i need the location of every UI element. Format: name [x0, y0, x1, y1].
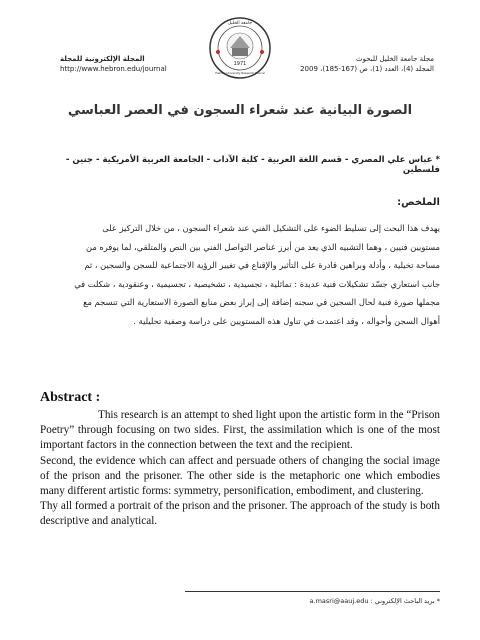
english-abstract-heading: Abstract :: [40, 390, 101, 405]
author-email-link[interactable]: a.masri@aauj.edu: [309, 597, 369, 605]
english-abstract-paragraph: This research is an attempt to shed light upon the artistic form in the “Prison Poetry” through focusing on two sides. First, the assimilation which is one of the most important factors in the connection between the text and the recipient.: [40, 409, 440, 452]
english-abstract-paragraph: Thy all formed a portrait of the prison and the prisoner. The approach of the study is both descriptive and analytical.: [40, 500, 440, 528]
university-seal-logo: [208, 16, 272, 80]
author-affiliation: * عباس علي المصري - قسم اللغة العربية - كلية الآداب - الجامعة العربية الأمريكية - جنين - فلسطين: [65, 155, 440, 175]
arabic-abstract-line: مساحة تخيلية ، وأدلة وبراهين قادرة على التأثير والإقناع في تغيير الرؤية الاجتماعية للسجن والسجين ، ثم: [84, 260, 440, 270]
footnote-divider: [185, 591, 440, 592]
logo-name-ar: جامعة الخليل: [227, 21, 253, 26]
journal-name: مجلة جامعة الخليل للبحوث: [356, 55, 434, 63]
footnote: [310, 597, 440, 605]
arabic-abstract-line: يهدف هذا البحث إلى تسليط الضوء على التشكيل الفني عند شعراء السجون ، من خلال التركيز على: [102, 223, 440, 233]
english-abstract-paragraph: Second, the evidence which can affect and persuade others of changing the social image of the prison and the prisoner. The other side is the metaphoric one which embodies many different artistic forms: symmetry, personification, embodiment, and clustering.: [40, 454, 440, 498]
logo-name-en: Hebron University Research Journal: [215, 71, 265, 75]
arabic-abstract-heading: الملخص:: [397, 197, 440, 208]
arabic-abstract-line: مجملها صورة فنية لحال السجين في سجنه إضافة إلى إبراز بعض منابع الصورة الاستعارية التي تنسجم مع: [83, 297, 440, 307]
logo-year: 1971: [233, 61, 247, 67]
arabic-abstract-line: جانب استعاري جسّد تشكيلات فنية عديدة : تماثلية ، تجسيدية ، تشخيصية ، تجسيمية ، وعنقودية ، شكلت في: [74, 278, 440, 289]
footnote-label: * بريد الباحث الإلكتروني :: [370, 597, 440, 605]
ejournal-label: المجلة الإلكترونية للمجلة: [60, 55, 145, 63]
arabic-abstract-line: مستويين فنيين ، وهما التشبيه الذي يعد من أبرز عناصر التواصل الفني بين النص والمتلقي، لما يوفره من: [86, 241, 440, 252]
journal-volume-info: المجلد (4)، العدد (1)، ص (167-185)، 2009: [300, 65, 434, 73]
english-abstract-body: [40, 408, 440, 530]
journal-header-left: [60, 54, 190, 74]
arabic-abstract-line: أهوال السجن وأحواله ، وقد اعتمدت في تناول هذه المستويين على دراسة وصفية تحليلية .: [133, 315, 440, 326]
journal-header-right: [284, 54, 434, 74]
journal-url-link[interactable]: http://www.hebron.edu/journal: [60, 65, 167, 73]
paper-title: الصورة البيانية عند شعراء السجون في العصر العباسي: [67, 103, 413, 118]
arabic-abstract-body: [40, 219, 440, 330]
